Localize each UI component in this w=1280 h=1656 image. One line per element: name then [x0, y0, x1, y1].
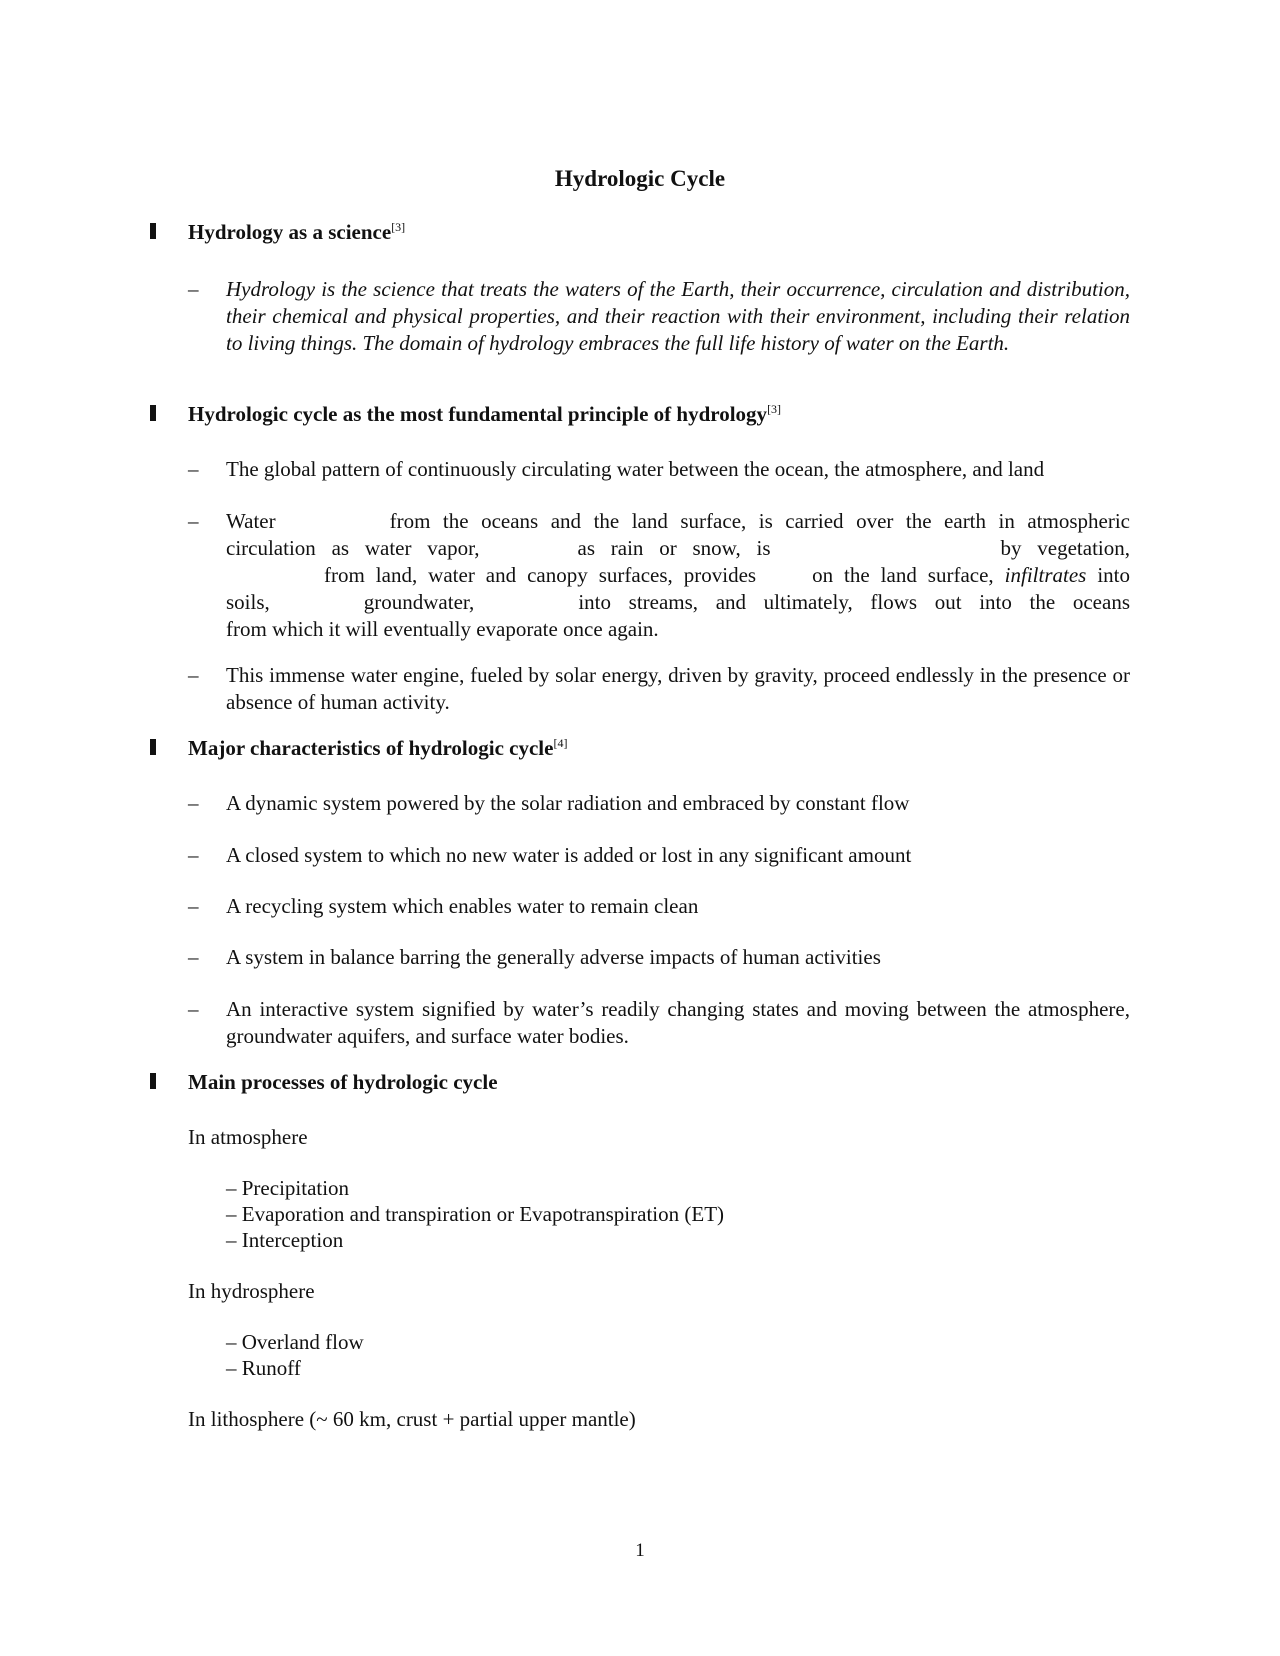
section-heading: Major characteristics of hydrologic cycle[4]	[188, 736, 568, 760]
list-item-text: A system in balance barring the generally adverse impacts of human activities	[226, 945, 881, 969]
reference-mark: [3]	[767, 402, 782, 416]
text-line: from which it will eventually evaporate once again.	[226, 617, 659, 641]
text-line: soils, groundwater, into streams, and ultimately, flows out into the oceans	[226, 590, 1130, 614]
group-label-lithosphere: In lithosphere (~ 60 km, crust + partial upper mantle)	[188, 1407, 636, 1431]
process-item: – Precipitation	[226, 1176, 350, 1200]
definition-paragraph: Hydrology is the science that treats the waters of the Earth, their occurrence, circulation and distribution, their chemical and physical properties, and their reaction with their environment, including their relation to living things. The domain of hydrology embraces the full life history of water on the Earth.	[226, 277, 1130, 355]
process-item: – Interception	[226, 1228, 344, 1252]
process-item: – Runoff	[226, 1356, 301, 1380]
bullet-icon	[150, 405, 156, 421]
list-item-text: A recycling system which enables water to remain clean	[226, 894, 699, 918]
reference-mark: [4]	[553, 736, 568, 750]
bullet-icon	[150, 1073, 156, 1089]
section-heading: Main processes of hydrologic cycle	[188, 1070, 498, 1094]
process-item: – Evaporation and transpiration or Evapotranspiration (ET)	[226, 1202, 725, 1226]
dash-icon: –	[188, 277, 199, 301]
list-item-text: The global pattern of continuously circulating water between the ocean, the atmosphere, and land	[226, 457, 1045, 481]
section-heading: Hydrology as a science[3]	[188, 220, 406, 244]
dash-icon: –	[188, 509, 199, 533]
text-line: circulation as water vapor, as rain or snow, is by vegetation,	[226, 536, 1130, 560]
page-number: 1	[635, 1540, 645, 1561]
dash-icon: –	[188, 457, 199, 481]
process-item: – Overland flow	[226, 1330, 364, 1354]
reference-mark: [3]	[391, 220, 406, 234]
list-item-text: A closed system to which no new water is added or lost in any significant amount	[226, 843, 912, 867]
page-title: Hydrologic Cycle	[554, 166, 726, 191]
group-label-hydrosphere: In hydrosphere	[188, 1279, 315, 1303]
group-label-atmosphere: In atmosphere	[188, 1125, 308, 1149]
dash-icon: –	[188, 997, 199, 1021]
section-heading: Hydrologic cycle as the most fundamental principle of hydrology[3]	[188, 402, 782, 426]
dash-icon: –	[188, 894, 199, 918]
list-item-text: A dynamic system powered by the solar radiation and embraced by constant flow	[226, 791, 910, 815]
dash-icon: –	[188, 791, 199, 815]
list-item-text	[226, 508, 1130, 643]
dash-icon: –	[188, 663, 199, 687]
text-line: Water from the oceans and the land surface, is carried over the earth in atmospheric	[226, 509, 1130, 533]
bullet-icon	[150, 739, 156, 755]
dash-icon: –	[188, 945, 199, 969]
dash-icon: –	[188, 843, 199, 867]
list-item-text: An interactive system signified by water’s readily changing states and moving between the atmosphere, groundwater aquifers, and surface water bodies.	[226, 997, 1130, 1048]
text-line: from land, water and canopy surfaces, provides on the land surface, infiltrates into	[324, 563, 1131, 587]
bullet-icon	[150, 223, 156, 239]
list-item-text: This immense water engine, fueled by solar energy, driven by gravity, proceed endlessly in the presence or absence of human activity.	[226, 663, 1130, 714]
